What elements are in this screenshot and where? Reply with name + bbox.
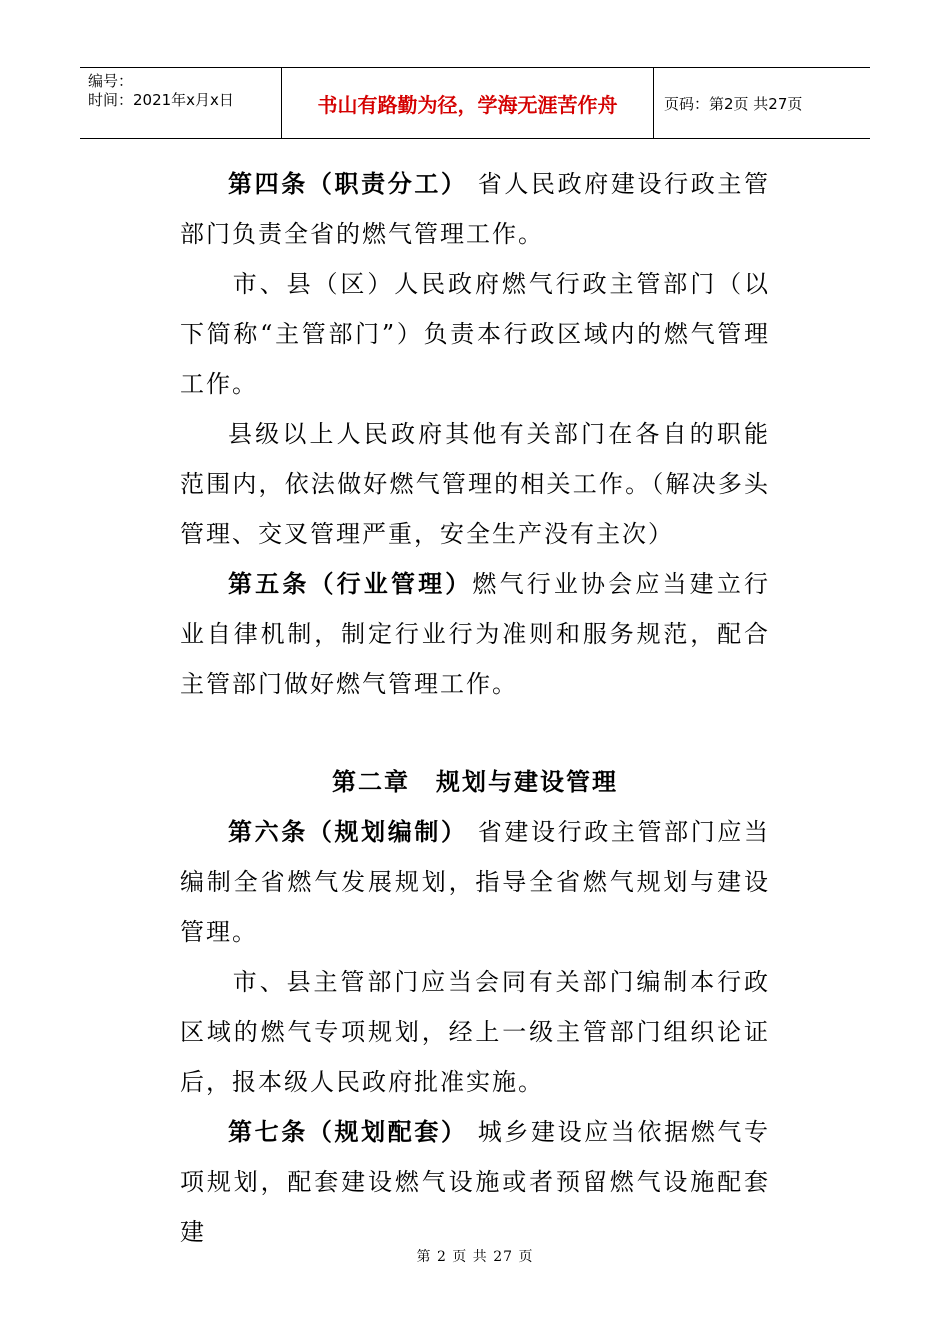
paragraph-text: 县级以上人民政府其他有关部门在各自的职能范围内，依法做好燃气管理的相关工作。（解决多头管理、交叉管理严重，安全生产没有主次） — [180, 420, 770, 548]
article-heading: 第六条（规划编制） — [228, 818, 468, 846]
article-heading: 第四条（职责分工） — [228, 170, 468, 198]
article-heading: 第五条（行业管理） — [228, 570, 473, 598]
header-page-info: 页码：第2页 共27页 — [664, 94, 803, 113]
document-body — [180, 159, 770, 1257]
paragraph-text: 市、县主管部门应当会同有关部门编制本行政区域的燃气专项规划，经上一级主管部门组织论证后，报本级人民政府批准实施。 — [180, 968, 770, 1096]
chapter-title: 第二章 规划与建设管理 — [332, 768, 618, 796]
article-heading: 第七条（规划配套） — [228, 1118, 468, 1146]
paragraph-text: 城乡建设应当依据燃气专项规划，配套建设燃气设施或者预留燃气设施配套建 — [180, 1118, 770, 1246]
paragraph-text: 燃气行业协会应当建立行业自律机制，制定行业行为准则和服务规范，配合主管部门做好燃气管理工作。 — [180, 570, 771, 698]
paragraph-article-6 — [180, 807, 770, 957]
paragraph — [180, 259, 770, 409]
paragraph-text: 省建设行政主管部门应当编制全省燃气发展规划，指导全省燃气规划与建设管理。 — [180, 818, 770, 946]
paragraph — [180, 957, 770, 1107]
number-label: 编号： — [88, 72, 134, 90]
paragraph-article-5 — [180, 559, 770, 709]
page-footer: 第 2 页 共 27 页 — [416, 1249, 534, 1265]
header-meta — [80, 68, 282, 138]
page-header — [80, 67, 870, 139]
header-motto: 书山有路勤为径，学海无涯苦作舟 — [282, 68, 654, 138]
paragraph-text: 省人民政府建设行政主管部门负责全省的燃气管理工作。 — [180, 170, 770, 248]
paragraph-article-4 — [180, 159, 770, 259]
paragraph — [180, 409, 770, 559]
paragraph-text: 市、县（区）人民政府燃气行政主管部门（以下简称“主管部门”）负责本行政区域内的燃气管理工作。 — [180, 270, 770, 398]
date-label: 时间：2021年x月x日 — [88, 91, 234, 109]
paragraph-article-7 — [180, 1107, 770, 1257]
